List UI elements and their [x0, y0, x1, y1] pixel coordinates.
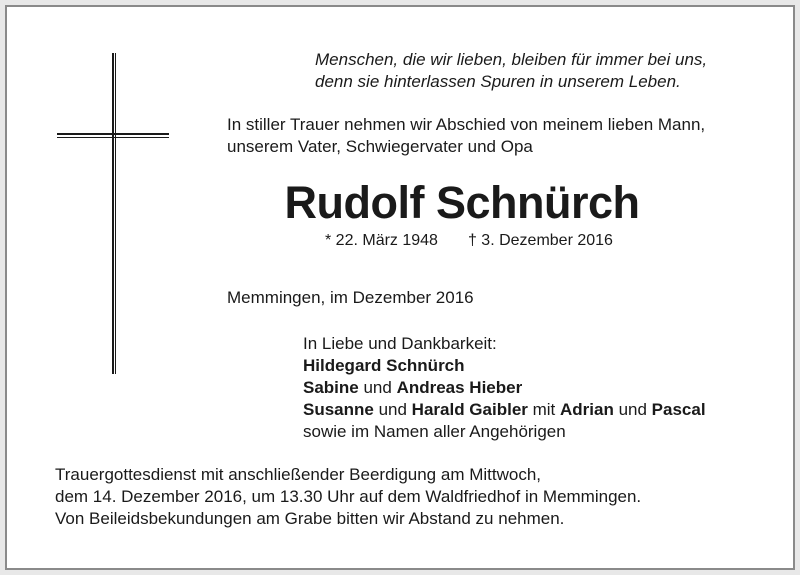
memorial-quote — [315, 49, 707, 93]
intro-line-1: In stiller Trauer nehmen wir Abschied von meinem lieben Mann, — [227, 115, 706, 134]
funeral-service-info — [55, 464, 641, 530]
mourner-line-2 — [303, 377, 706, 399]
mourner-name: Hildegard Schnürch — [303, 356, 465, 375]
cross-horizontal-bar-thin — [57, 137, 169, 138]
place-and-date: Memmingen, im Dezember 2016 — [227, 288, 474, 307]
cross-vertical-bar — [112, 53, 114, 374]
service-line-1: Trauergottesdienst mit anschließender Beerdigung am Mittwoch, — [55, 465, 541, 484]
connector-text: und — [373, 400, 412, 419]
service-line-3: Von Beileidsbekundungen am Grabe bitten wir Abstand zu nehmen. — [55, 509, 565, 528]
mourner-name: Pascal — [651, 400, 706, 419]
obituary-notice — [5, 5, 795, 570]
mourner-name: Sabine — [303, 378, 359, 397]
mourner-name: Andreas Hieber — [396, 378, 523, 397]
mourner-name: Susanne — [303, 400, 374, 419]
mourners-intro: In Liebe und Dankbarkeit: — [303, 334, 497, 353]
connector-text: und — [358, 378, 397, 397]
mourner-line-1 — [303, 355, 706, 377]
cross-horizontal-bar — [57, 133, 169, 135]
birth-date: * 22. März 1948 — [325, 232, 438, 249]
mourner-name: Harald Gaibler — [411, 400, 528, 419]
intro-line-2: unserem Vater, Schwiegervater und Opa — [227, 137, 533, 156]
mourner-line-3 — [303, 399, 706, 421]
quote-line-1: Menschen, die wir lieben, bleiben für immer bei uns, — [315, 50, 708, 69]
life-dates — [325, 230, 613, 252]
intro-text — [227, 114, 705, 158]
cross-vertical-bar-thin — [115, 53, 116, 374]
mourner-line-4: sowie im Namen aller Angehörigen — [303, 422, 566, 441]
mourners-list — [303, 333, 706, 443]
deceased-name: Rudolf Schnürch — [284, 177, 640, 228]
service-line-2: dem 14. Dezember 2016, um 13.30 Uhr auf dem Waldfriedhof in Memmingen. — [55, 487, 642, 506]
connector-text: mit — [527, 400, 560, 419]
quote-line-2: denn sie hinterlassen Spuren in unserem Leben. — [315, 72, 681, 91]
mourner-name: Adrian — [560, 400, 614, 419]
connector-text: und — [613, 400, 652, 419]
death-date: † 3. Dezember 2016 — [467, 232, 613, 249]
